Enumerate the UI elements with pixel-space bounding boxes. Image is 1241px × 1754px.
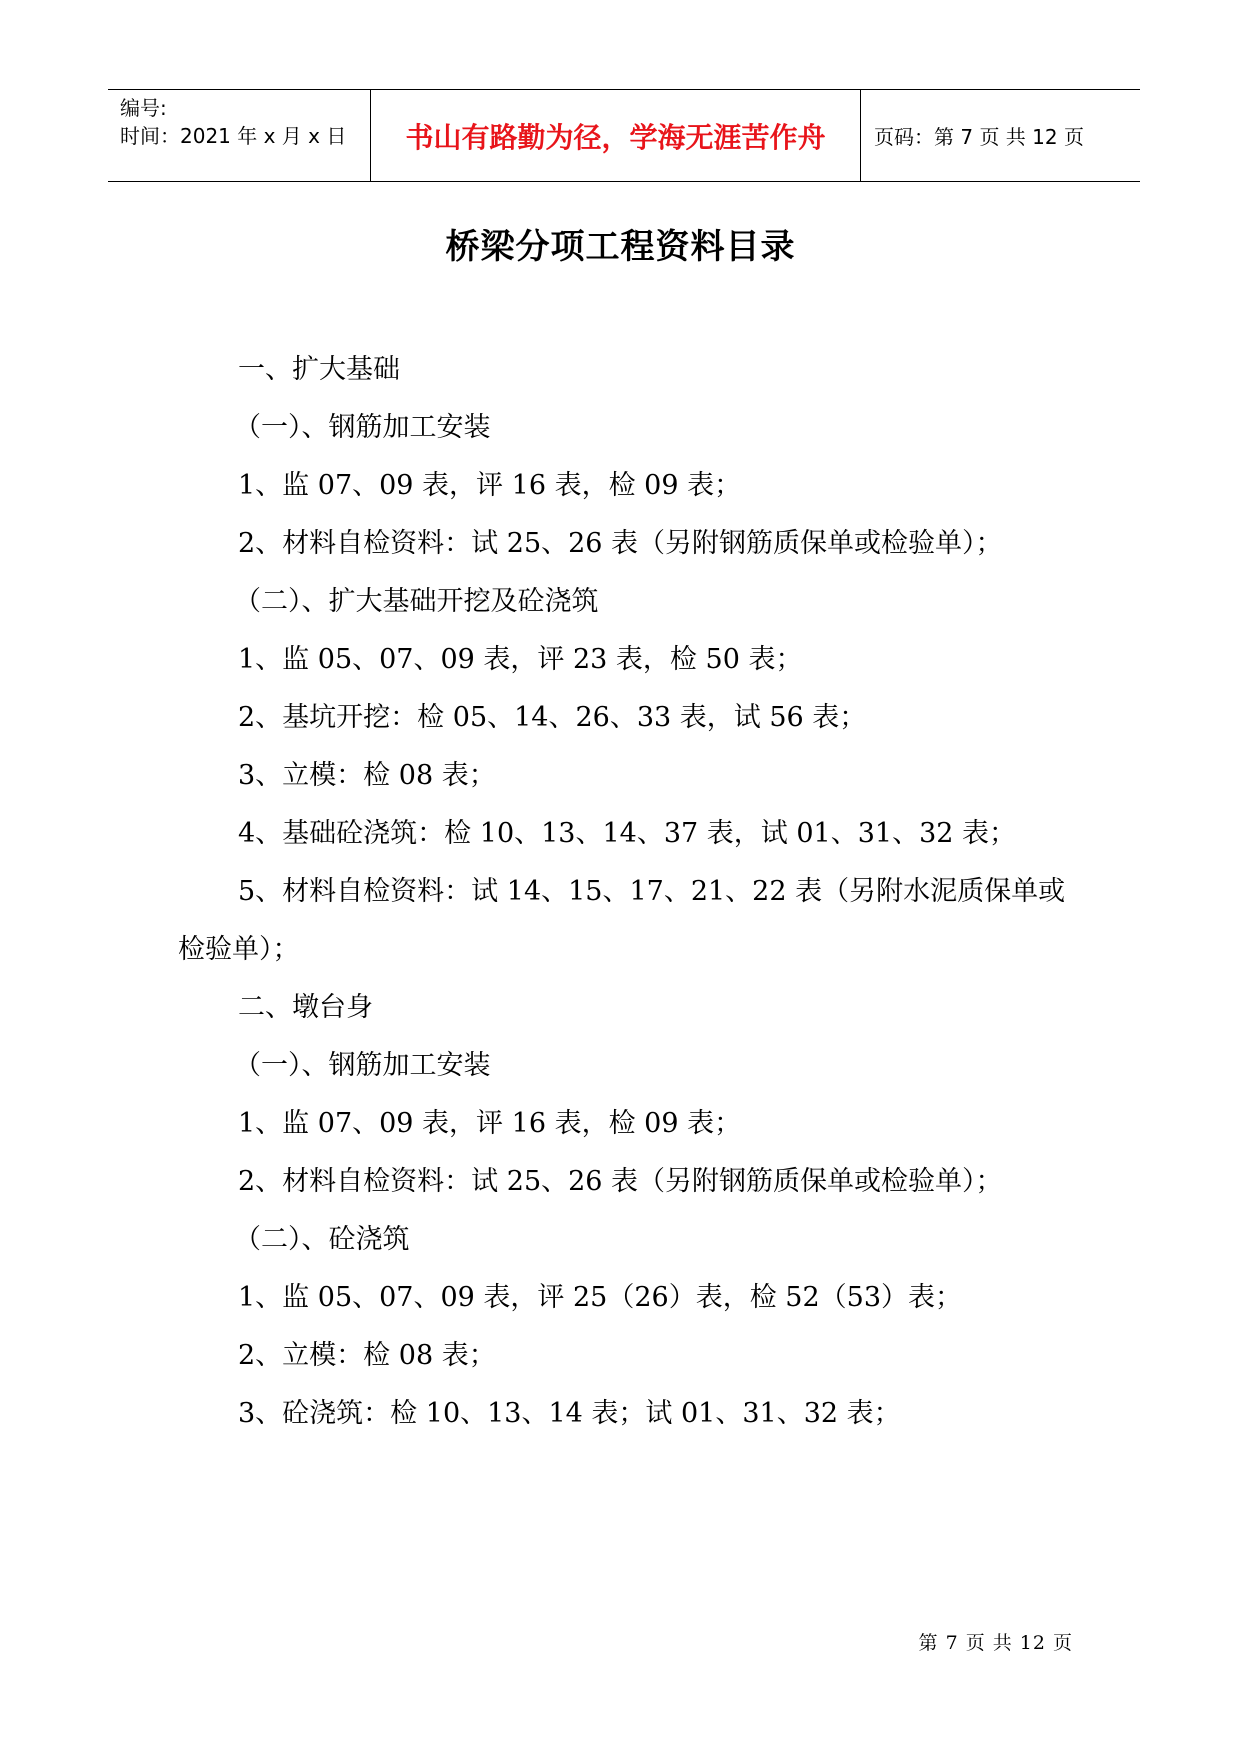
list-item: 2、材料自检资料：试 25、26 表（另附钢筋质保单或检验单）；: [238, 1166, 1003, 1197]
list-item: 5、材料自检资料：试 14、15、17、21、22 表（另附水泥质保单或: [238, 876, 1066, 907]
subsection-heading: （一）、钢筋加工安装: [234, 1050, 491, 1081]
subsection-heading: （二）、扩大基础开挖及砼浇筑: [234, 586, 599, 617]
time-label: 时间：2021 年 x 月 x 日: [120, 124, 347, 148]
list-item: 1、监 07、09 表，评 16 表，检 09 表；: [238, 470, 742, 501]
subsection-heading: （一）、钢筋加工安装: [234, 412, 491, 443]
document-title: 桥梁分项工程资料目录: [445, 227, 796, 267]
header-divider: [860, 90, 861, 181]
page-header: [108, 89, 1140, 182]
list-item-continuation: 检验单）；: [178, 934, 300, 965]
list-item: 1、监 05、07、09 表，评 25（26）表，检 52（53）表；: [238, 1282, 963, 1313]
header-motto: 书山有路勤为径，学海无涯苦作舟: [405, 120, 826, 154]
number-label: 编号:: [120, 96, 167, 120]
section-heading: 二、墩台身: [238, 992, 373, 1023]
list-item: 3、砼浇筑：检 10、13、14 表；试 01、31、32 表；: [238, 1398, 901, 1429]
section-heading: 一、扩大基础: [238, 354, 400, 385]
list-item: 1、监 05、07、09 表，评 23 表，检 50 表；: [238, 644, 803, 675]
header-page-label: 页码：第 7 页 共 12 页: [874, 125, 1084, 149]
list-item: 2、基坑开挖：检 05、14、26、33 表，试 56 表；: [238, 702, 867, 733]
page-footer: 第 7 页 共 12 页: [918, 1632, 1073, 1654]
subsection-heading: （二）、砼浇筑: [234, 1224, 410, 1255]
list-item: 2、立模：检 08 表；: [238, 1340, 496, 1371]
list-item: 3、立模：检 08 表；: [238, 760, 496, 791]
list-item: 4、基础砼浇筑：检 10、13、14、37 表，试 01、31、32 表；: [238, 818, 1017, 849]
header-meta: [120, 94, 346, 150]
list-item: 2、材料自检资料：试 25、26 表（另附钢筋质保单或检验单）；: [238, 528, 1003, 559]
list-item: 1、监 07、09 表，评 16 表，检 09 表；: [238, 1108, 742, 1139]
